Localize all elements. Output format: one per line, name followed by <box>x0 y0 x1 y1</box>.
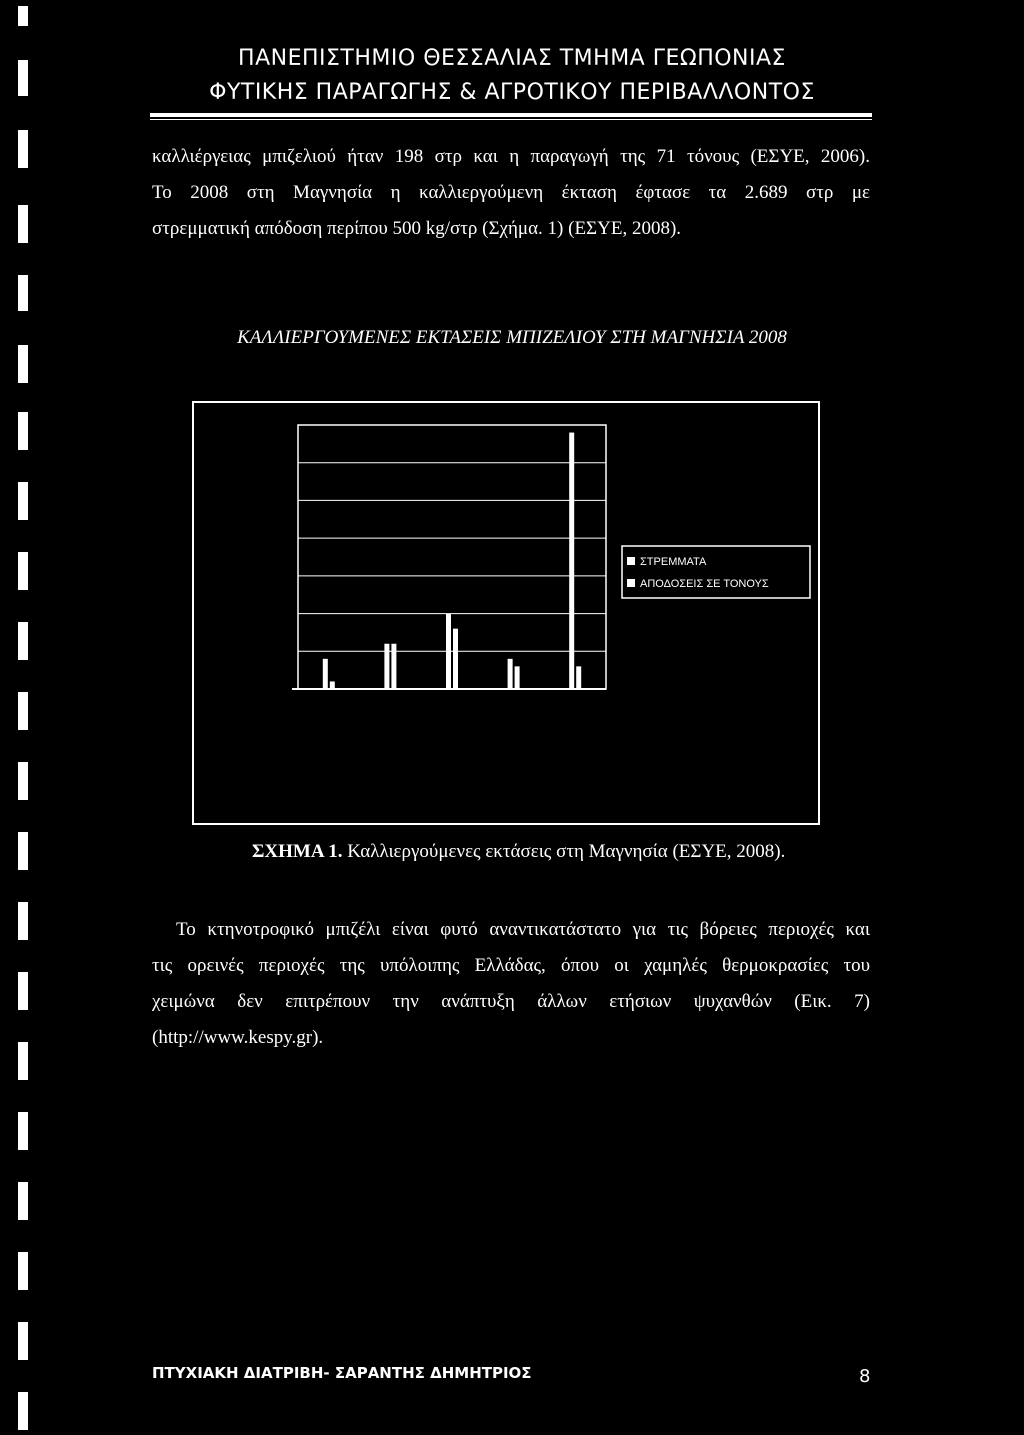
film-hole <box>18 1392 28 1430</box>
legend-label-2: ΑΠΟΔΟΣΕΙΣ ΣΕ ΤΟΝΟΥΣ <box>640 578 769 590</box>
film-hole <box>18 1252 28 1290</box>
film-hole <box>18 972 28 1010</box>
figure-caption-label: ΣΧΗΜΑ 1. <box>252 841 343 862</box>
film-hole <box>18 1182 28 1220</box>
film-hole <box>18 205 28 243</box>
body-line-4: (http://www.kespy.gr). <box>152 1027 324 1048</box>
bar-apodoseis-4 <box>515 666 520 689</box>
plot-area <box>298 425 606 689</box>
body-line-3: χειμώνα δεν επιτρέπουν την ανάπτυξη άλλων ετήσιων ψυχανθών (Εικ. 7) <box>152 991 870 1012</box>
body-line-2: τις ορεινές περιοχές της υπόλοιπης Ελλάδας, όπου οι χαμηλές θερμοκρασίες του <box>152 955 870 976</box>
legend-label-1: ΣΤΡΕΜΜΑΤΑ <box>640 556 707 568</box>
body-line-1: Το κτηνοτροφικό μπιζέλι είναι φυτό αναντικατάστατο για τις βόρειες περιοχές και <box>176 919 870 940</box>
header-rule-thin <box>150 119 872 120</box>
film-hole <box>18 762 28 800</box>
footer-author: ΠΤΥΧΙΑΚΗ ΔΙΑΤΡΙΒΗ- ΣΑΡΑΝΤΗΣ ΔΗΜΗΤΡΙΟΣ <box>152 1364 532 1382</box>
figure-caption <box>252 841 785 863</box>
bar-apodoseis-1 <box>330 681 335 689</box>
header-department: ΦΥΤΙΚΗΣ ΠΑΡΑΓΩΓΗΣ & ΑΓΡΟΤΙΚΟΥ ΠΕΡΙΒΑΛΛΟΝΤΟΣ <box>209 80 815 105</box>
chart-frame <box>192 401 820 825</box>
legend-swatch-1 <box>627 557 635 565</box>
bar-stremmata-5 <box>569 433 574 689</box>
bar-chart <box>194 403 818 823</box>
film-hole <box>18 1322 28 1360</box>
header-university: ΠΑΝΕΠΙΣΤΗΜΙΟ ΘΕΣΣΑΛΙΑΣ ΤΜΗΜΑ ΓΕΩΠΟΝΙΑΣ <box>238 46 786 71</box>
bar-stremmata-3 <box>446 614 451 689</box>
film-hole <box>18 1112 28 1150</box>
bar-apodoseis-5 <box>576 666 581 689</box>
figure-caption-text: Καλλιεργούμενες εκτάσεις στη Μαγνησία (ΕΣΥΕ, 2008). <box>342 841 786 862</box>
film-hole <box>18 275 28 311</box>
film-hole <box>18 902 28 940</box>
intro-line-3: στρεμματική απόδοση περίπου 500 kg/στρ (Σχήμα. 1) (ΕΣΥΕ, 2008). <box>152 218 682 239</box>
chart-title: ΚΑΛΛΙΕΡΓΟΥΜΕΝΕΣ ΕΚΤΑΣΕΙΣ ΜΠΙΖΕΛΙΟΥ ΣΤΗ ΜΑΓΝΗΣΙΑ 2008 <box>237 327 787 348</box>
bar-stremmata-2 <box>384 644 389 689</box>
film-hole <box>18 6 28 26</box>
bar-stremmata-4 <box>508 659 513 689</box>
chart-legend <box>622 546 810 598</box>
legend-swatch-2 <box>627 579 635 587</box>
film-hole <box>18 1042 28 1080</box>
film-hole <box>18 345 28 383</box>
bar-apodoseis-2 <box>391 644 396 689</box>
film-hole <box>18 482 28 520</box>
page-number: 8 <box>859 1366 871 1387</box>
film-hole <box>18 692 28 730</box>
header-rule-thick <box>150 113 872 117</box>
intro-line-1: καλλιέργειας μπιζελιού ήταν 198 στρ και η παραγωγή της 71 τόνους (ΕΣΥΕ, 2006). <box>152 146 870 167</box>
film-hole <box>18 552 28 590</box>
film-hole <box>18 622 28 660</box>
film-hole <box>18 130 28 168</box>
intro-line-2: Το 2008 στη Μαγνησία η καλλιεργούμενη έκταση έφτασε τα 2.689 στρ με <box>152 182 870 203</box>
bar-apodoseis-3 <box>453 629 458 689</box>
bar-stremmata-1 <box>323 659 328 689</box>
film-hole <box>18 832 28 870</box>
film-hole <box>18 412 28 450</box>
legend-box <box>622 546 810 598</box>
